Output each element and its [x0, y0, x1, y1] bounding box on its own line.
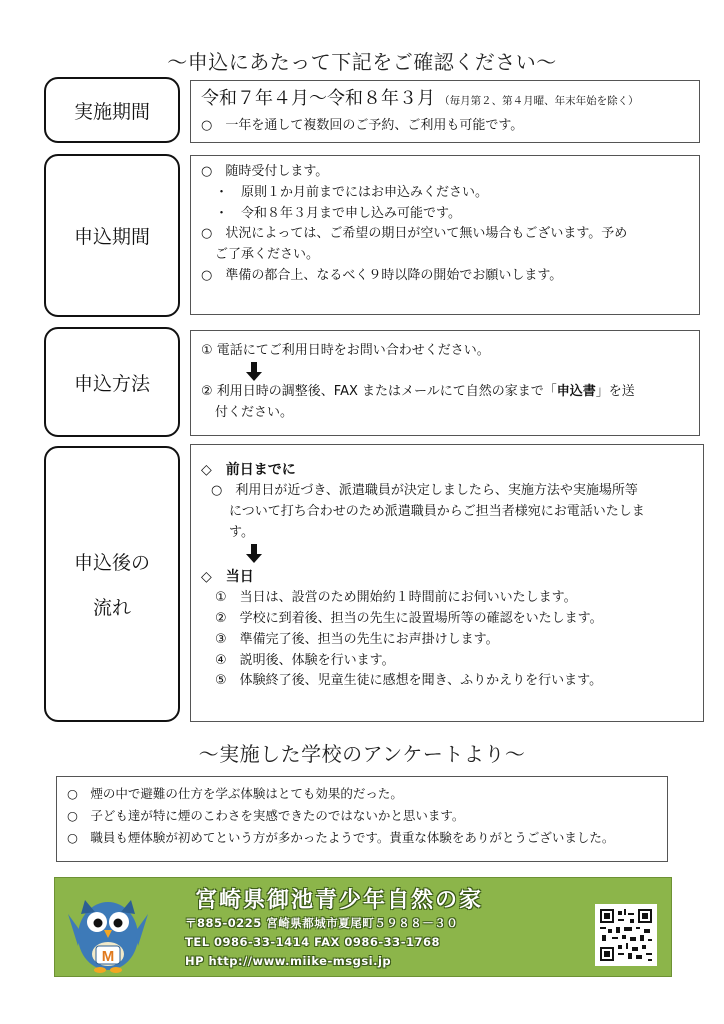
content-application-period: [190, 155, 700, 315]
label-application-period-text: 申込期間: [73, 226, 150, 248]
footer-homepage[interactable]: HP http://www.miike-msgsi.jp: [185, 954, 392, 968]
method-step1: ① 電話にてご利用日時をお問い合わせください。: [201, 343, 490, 358]
period-main-note: （毎月第２、第４月曜、年末年始を除く）: [439, 95, 639, 107]
flow-before-text3: す。: [229, 524, 254, 540]
application-period-line: ○ 準備の都合上、なるべく９時以降の開始でお願いします。: [201, 267, 563, 283]
label-period-text: 実施期間: [73, 100, 150, 123]
label-application-method: [44, 327, 180, 437]
flow-day-item: ① 当日は、設営のため開始約１時間前にお伺いいたします。: [215, 590, 577, 606]
owl-mascot-icon: [63, 884, 153, 974]
period-main-text: 令和７年４月～令和８年３月: [201, 88, 435, 109]
flow-before-text2: について打ち合わせのため派遣職員からご担当者様宛にお電話いたしま: [229, 504, 645, 520]
label-application-period: [44, 154, 180, 317]
label-flow-line1: 申込後の: [73, 552, 150, 574]
label-flow-line2: 流れ: [92, 597, 131, 619]
survey-heading: ～実施した学校のアンケートより～: [198, 742, 526, 766]
period-main: [201, 85, 689, 114]
flow-day-title: ◇ 当日: [201, 568, 254, 585]
down-arrow-icon: [201, 544, 693, 564]
down-arrow-icon: [201, 362, 689, 382]
method-step2: [201, 382, 689, 403]
period-line1: ○ 一年を通して複数回のご予約、ご利用も可能です。: [201, 117, 524, 133]
footer-banner: [54, 877, 672, 977]
flow-before-text: ○ 利用日が近づき、派遣職員が決定しましたら、実施方法や実施場所等: [211, 483, 638, 499]
flow-day-item: ② 学校に到着後、担当の先生に設置場所等の確認をいたします。: [215, 610, 603, 626]
footer-phone-fax: TEL 0986-33-1414 FAX 0986-33-1768: [185, 935, 440, 949]
content-application-method: [190, 330, 700, 436]
method-step2-bold: 申込書: [556, 383, 596, 399]
method-step2-before: ② 利用日時の調整後、FAX またはメールにて自然の家まで「: [201, 383, 557, 399]
survey-item: ○ 子ども達が特に煙のこわさを実感できたのではないかと思います。: [67, 807, 465, 823]
application-period-line: ・ 原則１か月前までにはお申込みください。: [215, 184, 489, 200]
flow-day-item: ④ 説明後、体験を行います。: [215, 652, 395, 668]
method-step2-cont: 付ください。: [215, 404, 294, 420]
mascot-letter: M: [101, 948, 115, 965]
label-flow: [44, 446, 180, 722]
label-application-method-text: 申込方法: [73, 372, 150, 395]
content-period: [190, 80, 700, 143]
content-flow: [190, 444, 704, 722]
flow-day-item: ⑤ 体験終了後、児童生徒に感想を聞き、ふりかえりを行います。: [215, 673, 603, 689]
qr-code-icon[interactable]: [595, 904, 657, 966]
method-step2-after: 」を送: [595, 383, 635, 399]
survey-item: ○ 職員も煙体験が初めてという方が多かったようです。貴重な体験をありがとうございました。: [67, 829, 615, 845]
footer-address: 〒885-0225 宮崎県都城市夏尾町５９８８－３０: [185, 916, 459, 930]
application-period-line: ・ 令和８年３月まで申し込み可能です。: [215, 205, 461, 221]
survey-box: [56, 776, 668, 862]
application-period-line: ご了承ください。: [215, 247, 320, 263]
flow-day-item: ③ 準備完了後、担当の先生にお声掛けします。: [215, 631, 499, 647]
flow-before-title: ◇ 前日までに: [201, 462, 296, 478]
application-period-line: ○ 随時受付します。: [201, 164, 329, 179]
organization-name: 宮崎県御池青少年自然の家: [195, 888, 484, 913]
survey-item: ○ 煙の中で避難の仕方を学ぶ体験はとても効果的だった。: [67, 786, 403, 801]
application-period-line: ○ 状況によっては、ご希望の期日が空いて無い場合もございます。予め: [201, 226, 628, 242]
label-period: [44, 77, 180, 143]
top-heading: ～申込にあたって下記をご確認ください～: [167, 50, 557, 74]
